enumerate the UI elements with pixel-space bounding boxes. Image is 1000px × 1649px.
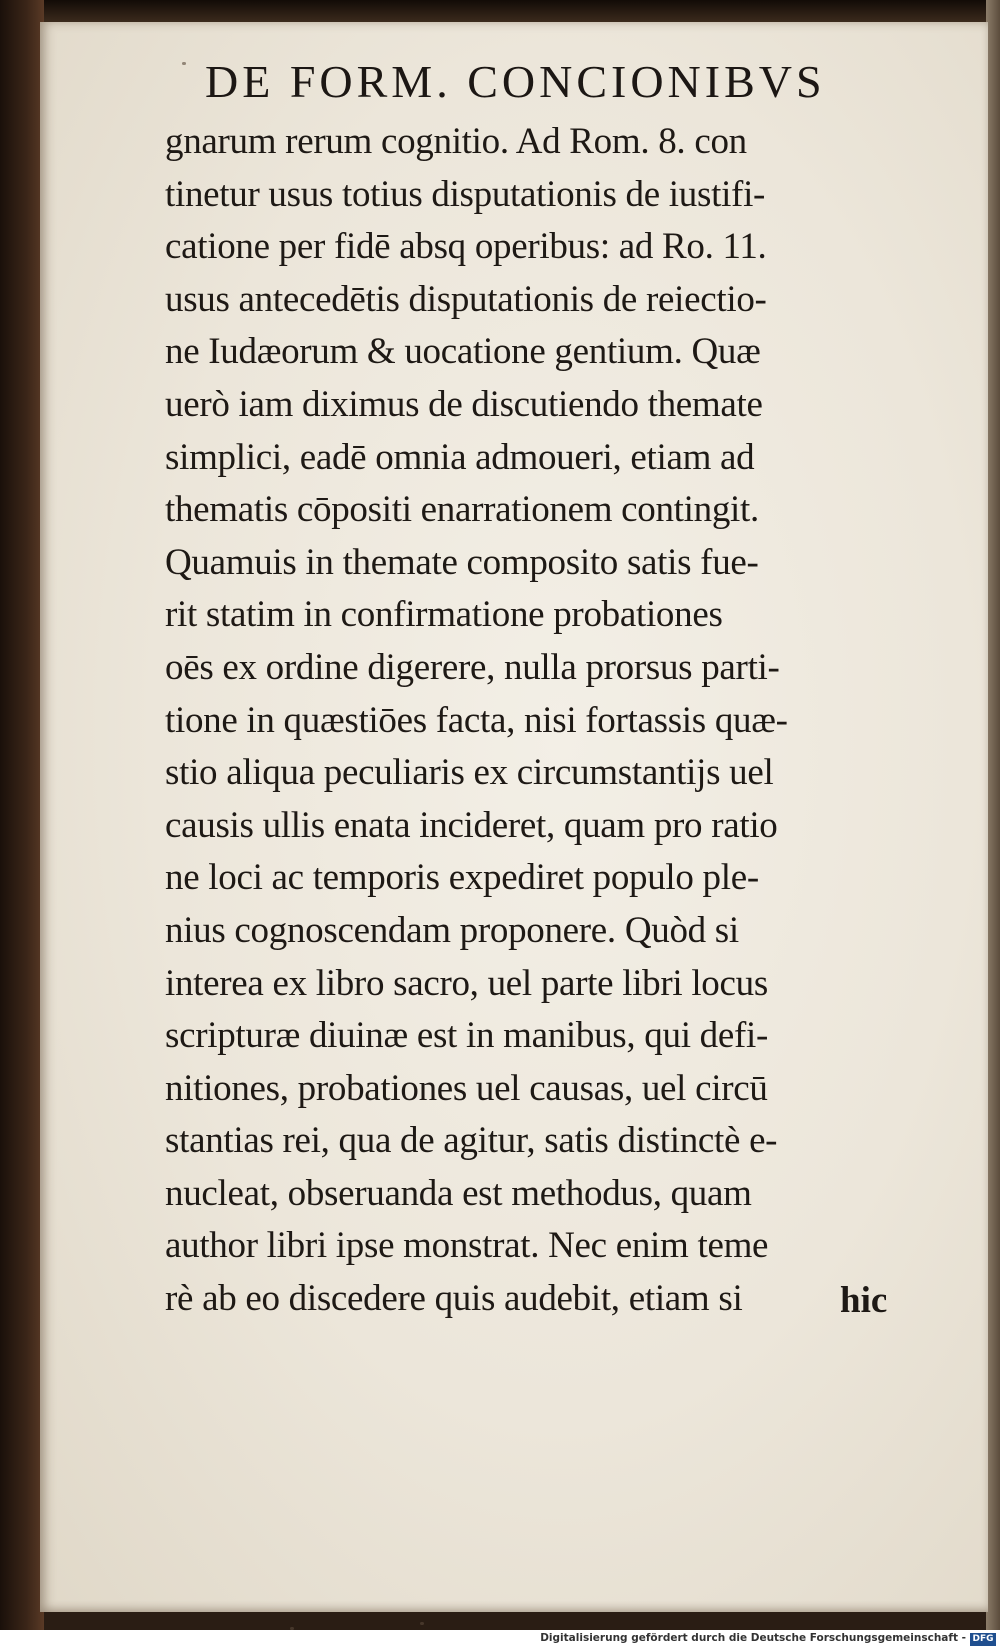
text-line: thematis cōpositi enarrationem contingit. [165,489,759,531]
text-line: stio aliqua peculiaris ex circumstantijs uel [165,752,774,794]
text-line: nius cognoscendam proponere. Quòd si [165,909,739,951]
text-line: Quamuis in themate composito satis fue- [165,541,759,583]
funding-credit: Digitalisierung gefördert durch die Deutsche Forschungsgemeinschaft - [540,1632,966,1644]
text-line: gnarum rerum cognitio. Ad Rom. 8. con [165,121,747,162]
paper-speck [420,1622,424,1625]
text-line: usus antecedētis disputationis de reiectio- [165,278,767,320]
text-line: tione in quæstiōes facta, nisi fortassis quæ- [165,699,788,741]
text-line: nucleat, obseruanda est methodus, quam [165,1172,752,1214]
running-header: DE FORM. CONCIONIBVS [205,56,826,107]
dfg-logo: DFG [970,1633,996,1646]
text-line: oēs ex ordine digerere, nulla prorsus parti- [165,646,780,688]
text-line: ne loci ac temporis expediret populo ple- [165,857,759,899]
paper-speck [182,62,186,65]
text-line: catione per fidē absq operibus: ad Ro. 11. [165,226,767,268]
text-line: nitiones, probationes uel causas, uel circū [165,1067,768,1109]
text-line: tinetur usus totius disputationis de iustifi- [165,173,766,215]
text-line: scripturæ diuinæ est in manibus, qui defi- [165,1015,768,1057]
catchword: hic [840,1280,888,1321]
text-line: interea ex libro sacro, uel parte libri locus [165,962,768,1004]
text-line: uerò iam diximus de discutiendo themate [165,383,763,425]
book-edge-top [0,0,1000,22]
book-page-edge [986,0,1000,1630]
book-binding-edge [0,0,44,1649]
text-line: simplici, eadē omnia admoueri, etiam ad [165,436,755,478]
text-line: rit statim in confirmatione probationes [165,594,723,636]
text-line: stantias rei, qua de agitur, satis distinctè e- [165,1120,778,1162]
text-line: rè ab eo discedere quis audebit, etiam si [165,1278,743,1320]
text-line: ne Iudæorum & uocatione gentium. Quæ [165,331,761,373]
text-line: causis ullis enata incideret, quam pro ratio [165,804,778,846]
text-line: author libri ipse monstrat. Nec enim teme [165,1225,769,1267]
body-text [165,116,945,1326]
